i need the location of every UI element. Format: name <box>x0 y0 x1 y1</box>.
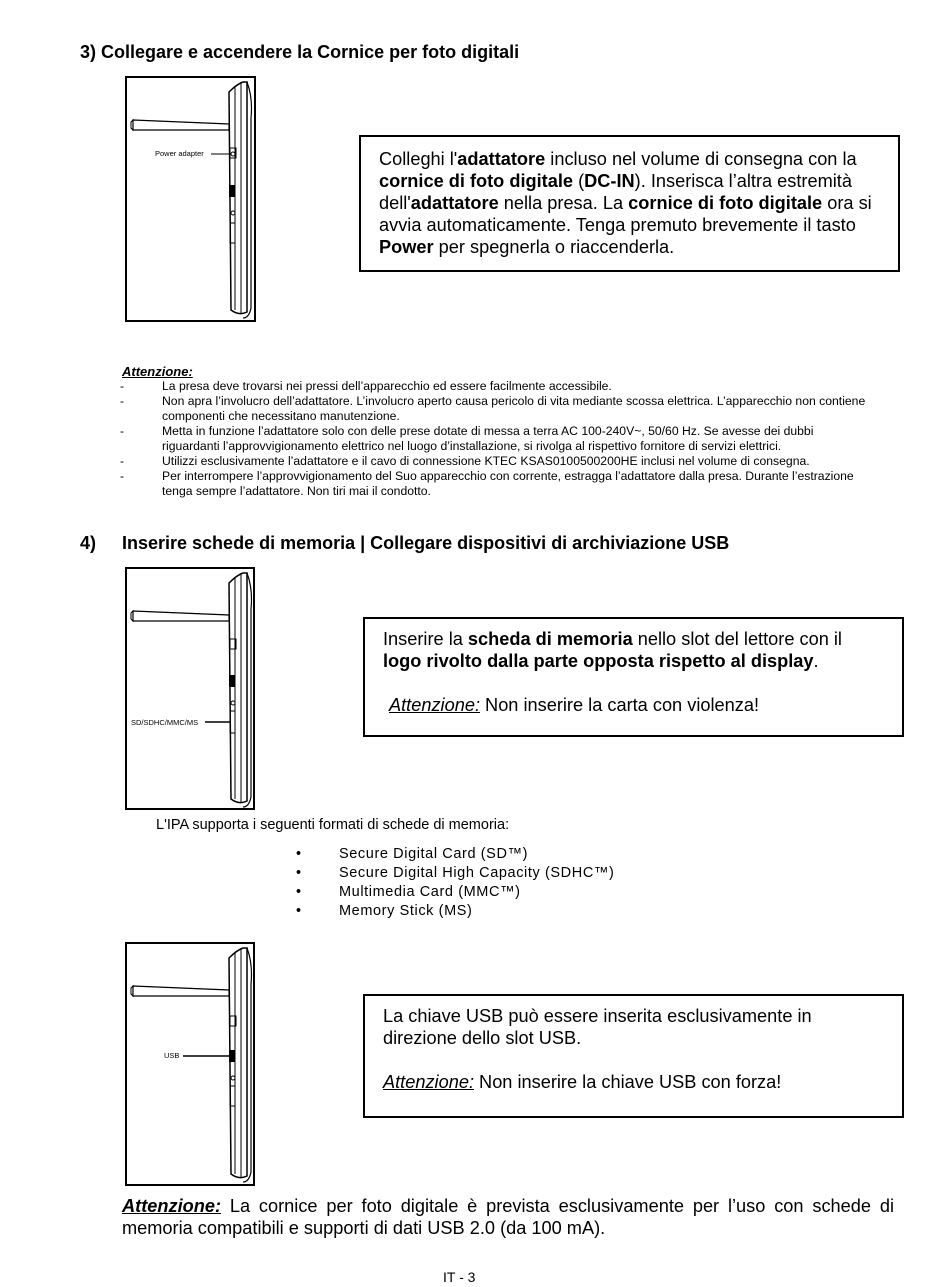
memory-card-warning: Attenzione: Non inserire la carta con violenza! <box>389 695 760 715</box>
section-4-number: 4) <box>80 533 97 553</box>
memory-card-box <box>363 617 904 737</box>
device-side-figure-card <box>125 567 255 810</box>
note-item: - Per interrompere l’approvvigionamento del Suo apparecchio con corrente, estragga l’adattatore dalla presa. Durante l’estrazione tenga sempre l’adattatore. Non tiri mai il condotto. <box>120 469 854 498</box>
usb-box <box>363 994 904 1118</box>
usb-text: La chiave USB può essere inserita esclusivamente in direzione dello slot USB. <box>383 1006 812 1048</box>
connect-power-box <box>359 135 900 272</box>
usb-warning: Attenzione: Non inserire la chiave USB con forza! <box>383 1072 782 1092</box>
card-slot-label: SD/SDHC/MMC/MS <box>131 718 199 727</box>
attention-title: Attenzione: <box>122 364 193 379</box>
page-number: IT - 3 <box>443 1269 476 1285</box>
device-side-figure-power <box>125 76 256 322</box>
power-adapter-label: Power adapter <box>155 149 204 158</box>
list-item: • Secure Digital Card (SD™) <box>296 846 529 862</box>
connect-power-text: Colleghi l'adattatore incluso nel volume di consegna con la cornice di foto digitale (DC-IN). Inserisca l’altra estremità dell'adattatore nella presa. La cornice di foto digitale ora si avvia automaticamente. Tenga premuto brevemente il tasto Power per spegnerla o riaccenderla. <box>379 149 872 257</box>
formats-intro: L'IPA supporta i seguenti formati di schede di memoria: <box>156 817 510 833</box>
section-4-heading: Inserire schede di memoria | Collegare dispositivi di archiviazione USB <box>122 533 730 553</box>
list-item: • Multimedia Card (MMC™) <box>296 884 521 900</box>
device-side-figure-usb <box>125 942 255 1186</box>
attention-notes <box>122 364 874 499</box>
note-item: - Non apra l’involucro dell’adattatore. L’involucro aperto causa pericolo di vita mediante scossa elettrica. L’apparecchio non contiene componenti che necessitano manutenzione. <box>120 394 866 423</box>
device-side-illustration <box>127 944 257 1188</box>
note-item: - La presa deve trovarsi nei pressi dell’apparecchio ed essere facilmente accessibile. <box>120 379 612 393</box>
device-side-illustration <box>127 78 258 324</box>
final-attention-note: Attenzione: La cornice per foto digitale è prevista esclusivamente per l’uso con schede di memoria compatibili e supporti di dati USB 2.0 (da 100 mA). <box>122 1196 894 1238</box>
note-item: - Utilizzi esclusivamente l’adattatore e il cavo di connessione KTEC KSAS0100500200HE inclusi nel volume di consegna. <box>120 454 810 468</box>
note-item: - Metta in funzione l’adattatore solo con delle prese dotate di messa a terra AC 100-240V~, 50/60 Hz. Se avesse dei dubbi riguardanti l’approvvigionamento elettrico nel luogo d’installazione, si rivolga al rispettivo fornitore di servizi elettrici. <box>120 424 814 453</box>
usb-label: USB <box>164 1051 180 1060</box>
device-side-illustration <box>127 569 257 812</box>
section-3-heading: 3) Collegare e accendere la Cornice per foto digitali <box>80 42 520 62</box>
formats-list <box>296 845 614 921</box>
list-item: • Secure Digital High Capacity (SDHC™) <box>296 865 615 881</box>
list-item: • Memory Stick (MS) <box>296 903 473 919</box>
memory-card-text: Inserire la scheda di memoria nello slot del lettore con il logo rivolto dalla parte opposta rispetto al display. <box>383 629 842 671</box>
